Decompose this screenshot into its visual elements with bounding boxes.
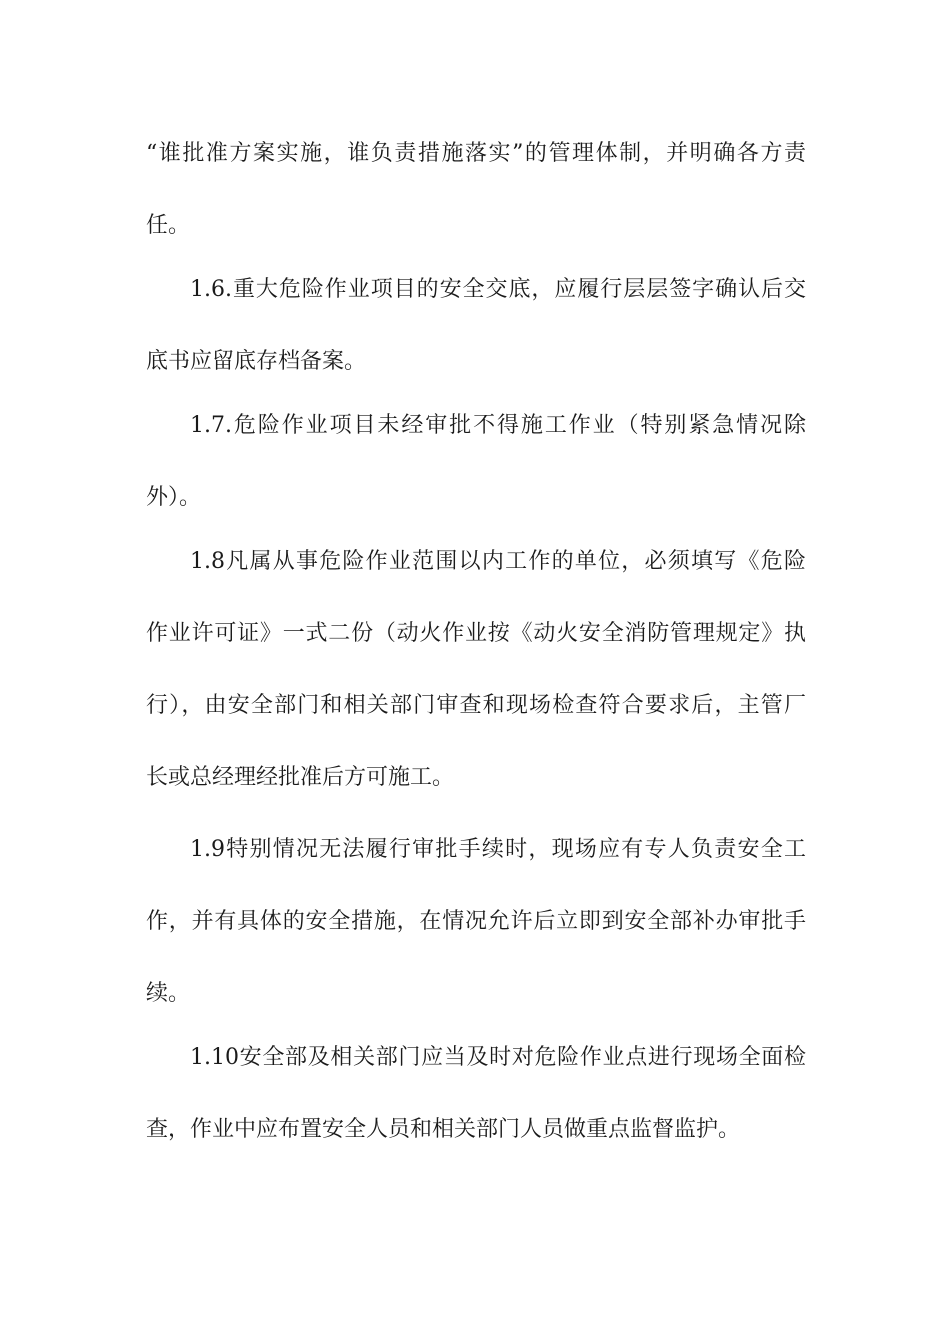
paragraph-line: 续。 [146, 981, 191, 1006]
paragraph-line: 底书应留底存档备案。 [146, 349, 367, 374]
section-1-9-line: 1.9特别情况无法履行审批手续时，现场应有专人负责安全工 [190, 837, 806, 862]
section-1-8-line: 1.8凡属从事危险作业范围以内工作的单位，必须填写《危险 [190, 549, 806, 574]
paragraph-line: 作，并有具体的安全措施，在情况允许后立即到安全部补办审批手 [146, 909, 806, 934]
paragraph-line: 任。 [146, 213, 191, 238]
paragraph-line: “谁批准方案实施，谁负责措施落实”的管理体制，并明确各方责 [146, 141, 806, 166]
paragraph-line: 行），由安全部门和相关部门审查和现场检查符合要求后，主管厂 [146, 693, 806, 718]
paragraph-line: 长或总经理经批准后方可施工。 [146, 765, 455, 790]
paragraph-line: 查，作业中应布置安全人员和相关部门人员做重点监督监护。 [146, 1117, 741, 1142]
section-1-7-line: 1.7.危险作业项目未经审批不得施工作业（特别紧急情况除 [190, 413, 806, 438]
paragraph-line: 作业许可证》一式二份（动火作业按《动火安全消防管理规定》执 [146, 621, 806, 646]
section-1-6-line: 1.6.重大危险作业项目的安全交底，应履行层层签字确认后交 [190, 277, 806, 302]
section-1-10-line: 1.10安全部及相关部门应当及时对危险作业点进行现场全面检 [190, 1045, 806, 1070]
paragraph-line: 外）。 [146, 485, 202, 510]
